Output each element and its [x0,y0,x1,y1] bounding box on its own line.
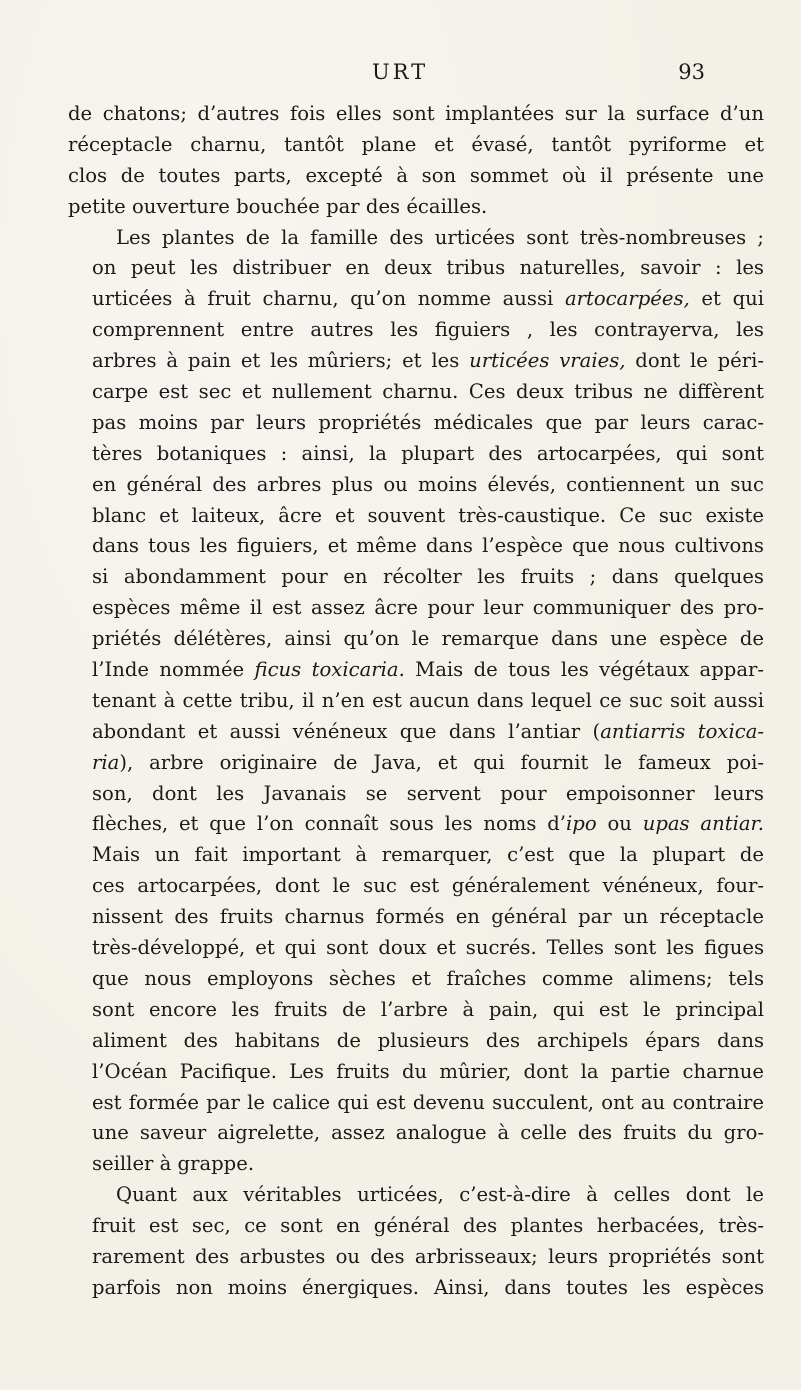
text-run: tenant à cette tribu, il n’en est aucun dans lequel ce suc soit aussi [92,688,764,712]
page-number: 93 [678,60,705,84]
text-run: en général des arbres plus ou moins élevés, contiennent un suc [92,472,764,496]
text-run: blanc et laiteux, âcre et souvent très-caustique. Ce suc existe [92,503,764,527]
text-line [68,1026,764,1057]
running-head [0,60,801,90]
running-title: URT [372,60,429,84]
text-run: clos de toutes parts, excepté à son sommet où il présente une [68,163,764,187]
text-run: Quant aux véritables urticées, c’est-à-dire à celles dont le [116,1183,764,1207]
text-run: aliment des habitans de plusieurs des archipels épars dans [92,1028,764,1052]
text-line [68,779,764,810]
text-run: on peut les distribuer en deux tribus naturelles, savoir : les [92,256,764,280]
text-line [68,346,764,377]
text-line [68,902,764,933]
text-run: son, dont les Javanais se servent pour empoisonner leurs [92,781,764,805]
text-line [68,130,764,161]
text-line [68,562,764,593]
text-run: réceptacle charnu, tantôt plane et évasé, tantôt pyriforme et [68,132,764,156]
text-line [68,995,764,1026]
text-run: arbres à pain et les mûriers; et les [92,349,470,373]
paragraph [68,1180,764,1304]
text-line [68,408,764,439]
text-run: dont le péri- [625,349,765,373]
text-line [68,1118,764,1149]
paragraph [68,223,764,1181]
text-line [68,99,764,130]
text-run: carpe est sec et nullement charnu. Ces deux tribus ne diffèrent [92,380,764,404]
italic-run: antiarris toxica- [600,719,765,743]
paragraph [68,99,764,223]
text-run: ), arbre originaire de Java, et qui fournit le fameux poi- [119,750,764,774]
text-run: petite ouverture bouchée par des écailles. [68,194,488,218]
text-run: abondant et aussi vénéneux que dans l’antiar ( [92,719,601,743]
text-run: rarement des arbustes ou des arbrisseaux; leurs propriétés sont [92,1244,764,1268]
text-run: ou [596,812,643,836]
text-line [68,717,764,748]
text-line [68,748,764,779]
italic-run: artocarpées, [564,287,690,311]
text-line [68,192,764,223]
text-run: l’Océan Pacifique. Les fruits du mûrier, dont la partie charnue [92,1059,764,1083]
italic-run: ipo [566,812,597,836]
text-run: fruit est sec, ce sont en général des plantes herbacées, très- [92,1214,764,1238]
text-line [68,223,764,254]
text-line [68,531,764,562]
text-line [68,593,764,624]
text-line [68,1180,764,1211]
text-line [68,284,764,315]
text-run: pas moins par leurs propriétés médicales que par leurs carac- [92,410,764,434]
text-run: tères botaniques : ainsi, la plupart des artocarpées, qui sont [92,441,764,465]
text-run: urticées à fruit charnu, qu’on nomme aussi [92,287,565,311]
text-line [68,871,764,902]
text-run: priétés délétères, ainsi qu’on le remarque dans une espèce de [92,627,764,651]
text-run: l’Inde nommée [92,658,255,682]
text-line [68,624,764,655]
text-line [68,253,764,284]
text-line [68,470,764,501]
text-run: espèces même il est assez âcre pour leur communiquer des pro- [92,596,764,620]
text-line [68,1211,764,1242]
text-line [68,686,764,717]
italic-run: upas antiar. [642,812,764,836]
text-line [68,964,764,995]
text-run: comprennent entre autres les figuiers , les contrayerva, les [92,318,764,342]
text-run: de chatons; d’autres fois elles sont implantées sur la surface d’un [68,102,764,125]
text-run: Les plantes de la famille des urticées sont très-nombreuses ; [116,225,764,249]
text-line [68,315,764,346]
text-line [68,161,764,192]
text-line [68,655,764,686]
text-run: dans tous les figuiers, et même dans l’espèce que nous cultivons [92,534,764,558]
text-line [68,1057,764,1088]
text-line [68,1149,764,1180]
italic-run: ria [92,750,120,774]
text-line [68,1273,764,1304]
text-line [68,1242,764,1273]
text-run: et qui [689,287,765,311]
text-run: parfois non moins énergiques. Ainsi, dans toutes les espèces [92,1275,764,1299]
italic-run: urticées vraies, [469,349,626,373]
text-run: sont encore les fruits de l’arbre à pain, qui est le principal [92,997,764,1021]
text-line [68,501,764,532]
text-line [68,840,764,871]
italic-run: ficus toxicaria. [254,658,405,682]
text-line [68,1088,764,1119]
text-run: Mais de tous les végétaux appar- [404,658,764,682]
text-run: une saveur aigrelette, assez analogue à celle des fruits du gro- [92,1121,764,1145]
text-line [68,439,764,470]
text-run: que nous employons sèches et fraîches comme alimens; tels [92,966,764,990]
text-run: nissent des fruits charnus formés en général par un réceptacle [92,905,764,929]
text-run: ces artocarpées, dont le suc est généralement vénéneux, four- [92,874,764,898]
text-run: est formée par le calice qui est devenu succulent, ont au contraire [92,1090,764,1114]
text-run: seiller à grappe. [92,1152,255,1176]
text-line [68,933,764,964]
text-line [68,377,764,408]
text-run: flèches, et que l’on connaît sous les noms d’ [92,812,567,836]
text-run: Mais un fait important à remarquer, c’est que la plupart de [92,843,764,867]
text-run: très-développé, et qui sont doux et sucrés. Telles sont les figues [92,936,764,960]
text-line [68,809,764,840]
body-text [68,99,764,1304]
text-run: si abondamment pour en récolter les fruits ; dans quelques [92,565,764,589]
